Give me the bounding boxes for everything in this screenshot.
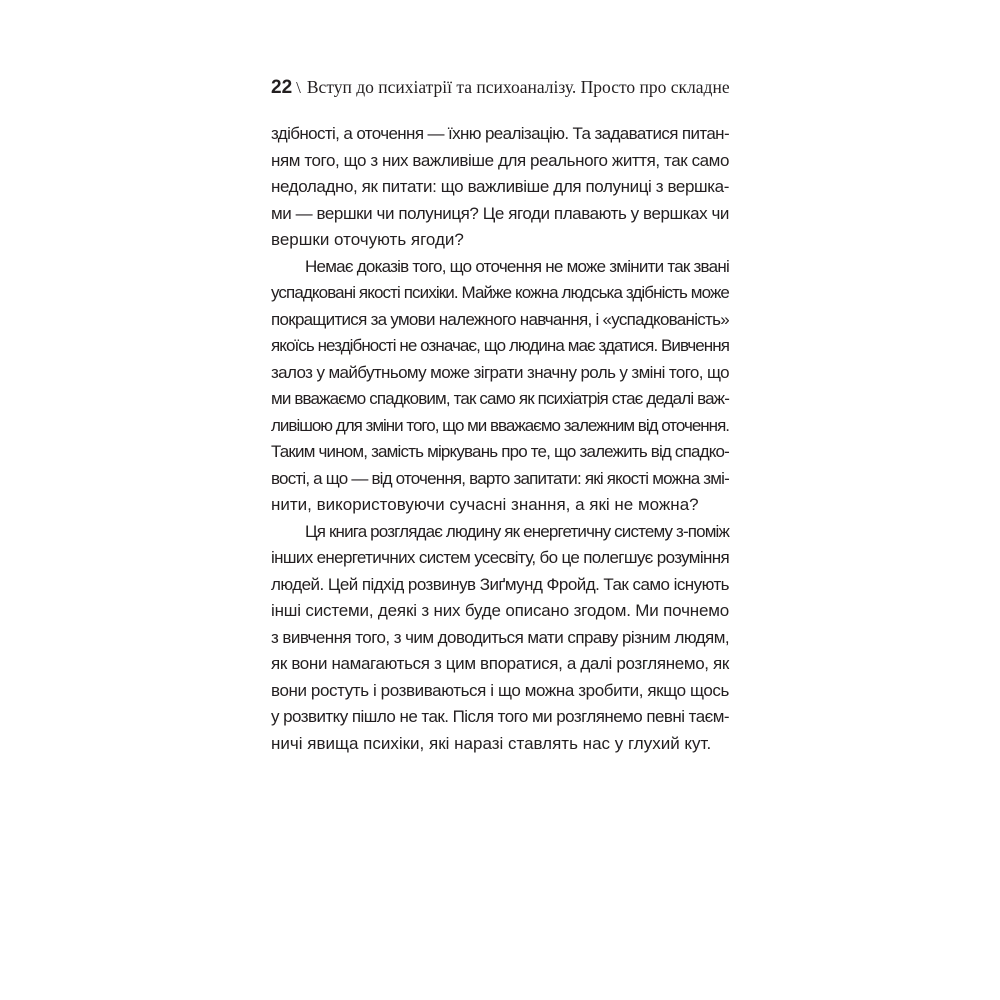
text-line: успадковані якості психіки. Майже кожна людська здібність може: [271, 283, 729, 302]
text-line: вершки оточують ягоди?: [271, 230, 464, 249]
text-line: ничі явища психіки, які наразі ставлять нас у глухий кут.: [271, 733, 712, 753]
body-text: [271, 121, 729, 757]
text-line: вони ростуть і розвиваються і що можна зробити, якщо щось: [271, 680, 729, 700]
text-line: якоїсь нездібності не означає, що людина має здатися. Вивчення: [271, 336, 729, 355]
text-line: як вони намагаються з цим впоратися, а далі розглянемо, як: [271, 654, 729, 673]
paragraph-2: [271, 254, 729, 519]
header-separator: \: [296, 78, 301, 97]
text-line: нити, використовуючи сучасні знання, а які не можна?: [271, 495, 699, 514]
text-line: у розвитку пішло не так. Після того ми розглянемо певні таєм-: [271, 707, 729, 726]
text-line: людей. Цей підхід розвинув Зиґмунд Фройд. Так само існують: [271, 574, 729, 594]
paragraph-3: [271, 519, 729, 758]
text-line: інші системи, деякі з них буде описано згодом. Ми почнемо: [271, 601, 729, 620]
running-header: [271, 72, 741, 102]
text-line: ми — вершки чи полуниця? Це ягоди плавають у вершках чи: [271, 203, 729, 223]
text-line: інших енергетичних систем усесвіту, бо це полегшує розуміння: [271, 548, 729, 567]
text-line: недоладно, як питати: що важливіше для полуниці з вершка-: [271, 177, 729, 196]
text-line: ливішою для зміни того, що ми вважаємо залежним від оточення.: [271, 415, 729, 435]
page-number: 22: [271, 77, 293, 98]
text-line: здібності, а оточення — їхню реалізацію. Та задаватися питан-: [271, 124, 729, 143]
book-title: Вступ до психіатрії та психоаналізу. Просто про складне: [306, 77, 730, 97]
text-line: вості, а що — від оточення, варто запитати: які якості можна змі-: [271, 468, 729, 488]
text-line: Немає доказів того, що оточення не може змінити так звані: [305, 256, 729, 276]
text-line: залоз у майбутньому може зіграти значну роль у зміні того, що: [271, 362, 729, 382]
text-line: покращитися за умови належного навчання, і «успадкованість»: [271, 309, 729, 329]
text-line: Ця книга розглядає людину як енергетичну систему з-поміж: [305, 521, 729, 541]
text-line: Таким чином, замість міркувань про те, що залежить від спадко-: [271, 442, 729, 461]
text-line: ням того, що з них важливіше для реального життя, так само: [271, 150, 729, 170]
text-line: ми вважаємо спадковим, так само як психіатрія стає дедалі важ-: [271, 389, 729, 408]
text-line: з вивчення того, з чим доводиться мати справу різним людям,: [271, 627, 729, 647]
paragraph-1: [271, 121, 729, 254]
